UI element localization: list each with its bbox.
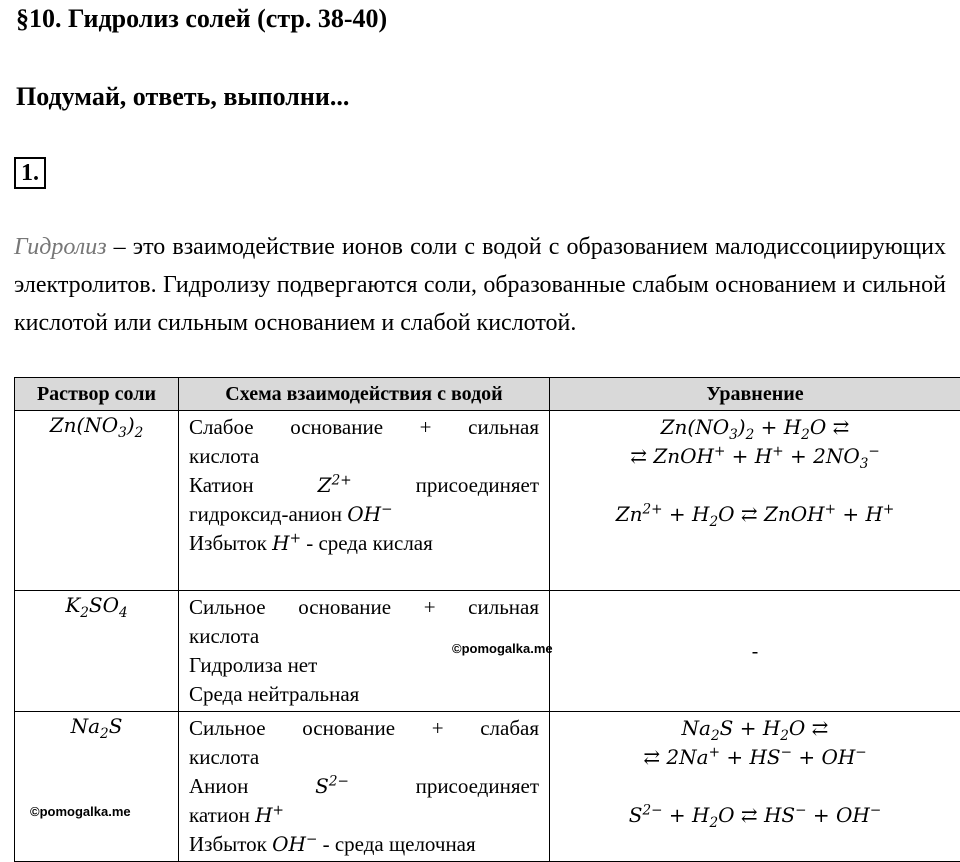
scheme-line: кислота [189,442,539,471]
equation-cell: $Zn(NO_3)_2 + H_2O$ ⇄ ⇄ ZnOH+ + $H^+ + 2NO_3^-$ $Zn^{2+} + H_2O$ ⇄ ZnOH+ + H+ [550,411,960,591]
col-header-equation: Уравнение [550,378,960,411]
intro-paragraph [14,228,946,342]
scheme-line: катион H+ [189,801,539,830]
col-header-scheme: Схема взаимодействия с водой [179,378,550,411]
scheme-cell [179,411,550,591]
scheme-line: Избыток OH− - среда щелочная [189,830,539,859]
col-header-salt: Раствор соли [15,378,179,411]
scheme-line: кислота [189,743,539,772]
scheme-line: Сильное основание + сильная [189,593,539,622]
section-title: §10. Гидролиз солей (стр. 38-40) [16,2,387,36]
salt-cell: $Zn(NO_3)_2$ [15,411,179,591]
term-hydrolysis: Гидролиз [14,234,107,260]
scheme-line: Избыток H+ - среда кислая [189,529,539,558]
subtitle: Подумай, ответь, выполни... [16,80,349,114]
scheme-line: кислота [189,622,539,651]
salt-cell: $Na_2S$ [15,712,179,862]
table-row [15,712,960,862]
scheme-cell [179,712,550,862]
salt-cell: $K_2SO_4$ [15,591,179,712]
task-number: 1. [14,157,46,189]
scheme-line: Среда нейтральная [189,680,539,709]
scheme-line: Слабое основание + сильная [189,413,539,442]
scheme-line: Сильное основание + слабая [189,714,539,743]
equation-cell: $Na_2S + H_2O$ ⇄ ⇄ 2Na+ + HS− + OH− $S^{2-} + H_2O$ ⇄ HS− + OH− [550,712,960,862]
hydrolysis-table [14,377,960,862]
scheme-line: Анион $S^{2-}$ присоединяет [189,772,539,801]
intro-text: – это взаимодействие ионов соли с водой с образованием малодиссоциирующих электролитов. Гидролизу подвергаются соли, образованные слабым основанием и сильной кислотой или сильным основанием и слабой кислотой. [14,234,946,336]
scheme-line: Гидролиза нет [189,651,539,680]
scheme-line: гидроксид-анион OH− [189,500,539,529]
equation-cell [550,591,960,712]
table-row [15,411,960,591]
watermark-center: ©pomogalka.me [452,641,553,656]
table-header-row [15,378,960,411]
scheme-line: Катион $Z^{2+}$ присоединяет [189,471,539,500]
watermark-left: ©pomogalka.me [30,804,131,819]
equation-none: - [752,639,759,663]
